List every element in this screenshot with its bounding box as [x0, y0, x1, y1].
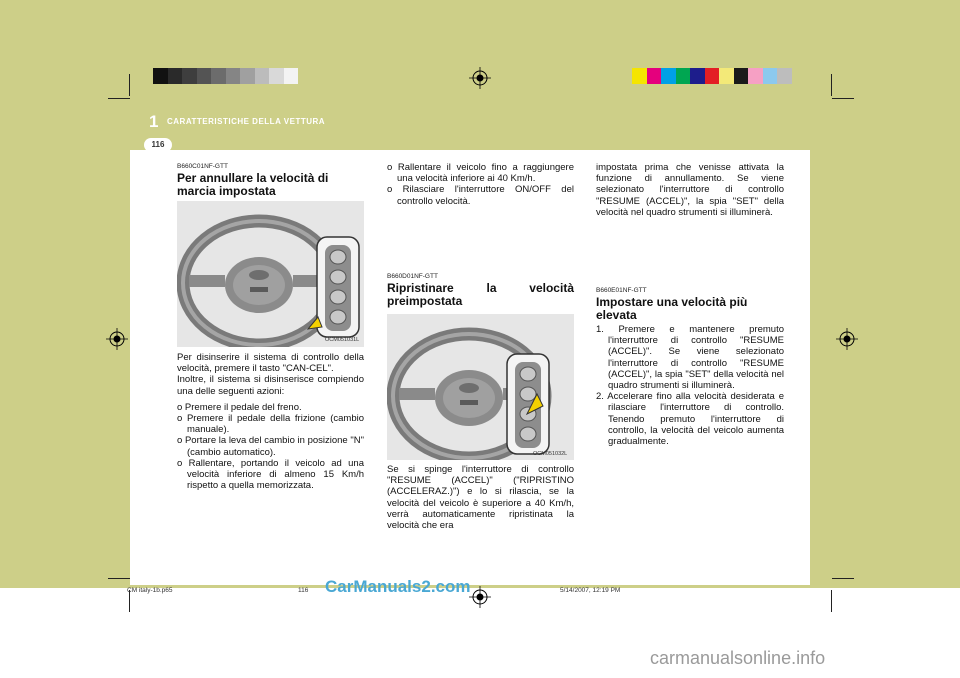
- calibration-swatch: [763, 68, 778, 84]
- crop-mark: [832, 98, 854, 99]
- watermark[interactable]: CarManuals2.com: [325, 577, 471, 596]
- calibration-swatch: [168, 68, 183, 84]
- list-item: 2. Accelerare fino alla velocità desiderata e rilasciare l'interruttore di controllo. Tenendo premuto l'interruttore di controllo, la velocità del veicolo aumenta gradualmente.: [596, 391, 784, 448]
- calibration-swatch: [284, 68, 299, 84]
- calibration-swatch: [240, 68, 255, 84]
- calibration-swatch: [226, 68, 241, 84]
- calibration-swatch: [211, 68, 226, 84]
- crop-mark: [108, 578, 130, 579]
- color-calibration-bar: [632, 68, 792, 84]
- calibration-swatch: [632, 68, 647, 84]
- calibration-swatch: [647, 68, 662, 84]
- calibration-swatch: [676, 68, 691, 84]
- list-item: o Portare la leva del cambio in posizione "N" (cambio automatico).: [177, 435, 364, 458]
- calibration-swatch: [734, 68, 749, 84]
- calibration-swatch: [777, 68, 792, 84]
- list-item: 1. Premere e mantenere premuto l'interruttore di controllo "RESUME (ACCEL)". Se viene selezionato l'interruttore di controllo "RESUME (ACCEL)", la spia "SET" della velocità nel quadro strumenti si illuminerà.: [596, 324, 784, 392]
- steering-wheel-image: [387, 314, 574, 460]
- crop-mark: [129, 74, 130, 96]
- crop-mark: [831, 590, 832, 612]
- calibration-swatch: [705, 68, 720, 84]
- list-item: o Rallentare, portando il veicolo ad una velocità inferiore di almeno 15 Km/h rispetto a quella memorizzata.: [177, 457, 364, 492]
- column-3: [596, 162, 784, 218]
- calibration-swatch: [182, 68, 197, 84]
- calibration-swatch: [269, 68, 284, 84]
- page-number: 116: [144, 138, 172, 152]
- registration-mark-icon: [469, 586, 491, 608]
- column-2-section: [387, 273, 574, 308]
- chapter-number: 1: [149, 112, 159, 131]
- section-title: Per annullare la velocità di marcia impostata: [177, 171, 329, 198]
- crop-mark: [832, 578, 854, 579]
- list-item: o Rallentare il veicolo fino a raggiungere una velocità inferiore ai 40 Km/h.: [387, 162, 574, 185]
- registration-mark-icon: [106, 328, 128, 350]
- column-2: [387, 162, 574, 207]
- calibration-swatch: [748, 68, 763, 84]
- list-item: o Premere il pedale del freno.: [177, 401, 302, 413]
- calibration-swatch: [197, 68, 212, 84]
- chapter-title: CARATTERISTICHE DELLA VETTURA: [167, 117, 326, 126]
- list-item: o Premere il pedale della frizione (cambio manuale).: [177, 413, 364, 436]
- list-item: o Rilasciare l'interruttore ON/OFF del controllo velocità.: [387, 184, 574, 207]
- column-1: [177, 163, 364, 198]
- paragraph: impostata prima che venisse attivata la funzione di annullamento. Se viene selezionato l'interruttore di controllo "RESUME (ACCEL)", la spia "SET" della velocità nel quadro strumenti si illuminerà.: [596, 162, 784, 218]
- registration-mark-icon: [836, 328, 858, 350]
- paragraph: Per disinserire il sistema di controllo della velocità, premere il tasto "CAN-CEL".: [177, 352, 364, 375]
- calibration-swatch: [690, 68, 705, 84]
- paragraph: Se si spinge l'interruttore di controllo "RESUME (ACCEL)" ("RIPRISTINO (ACCELERAZ.)") e lo si rilascia, se la velocità del veicolo è superiore a 40 Km/h, verrà automaticamente ripristinata la velocità che era: [387, 464, 574, 532]
- calibration-swatch: [719, 68, 734, 84]
- calibration-swatch: [153, 68, 168, 84]
- section-code: B660D01NF-GTT: [387, 273, 438, 280]
- footer-page: 116: [298, 587, 309, 594]
- image-code: OCM051032L: [533, 451, 568, 457]
- paragraph: Inoltre, il sistema si disinserisce compiendo una delle seguenti azioni:: [177, 374, 364, 397]
- footer-date: 5/14/2007, 12:19 PM: [560, 587, 621, 594]
- steering-wheel-image: [177, 201, 364, 347]
- column-1-body: [177, 352, 364, 491]
- section-title: Impostare una velocità più elevata: [596, 295, 748, 322]
- section-title: Ripristinare la velocità preimpostata: [387, 281, 574, 308]
- crop-mark: [108, 98, 130, 99]
- calibration-swatch: [661, 68, 676, 84]
- watermark[interactable]: carmanualsonline.info: [650, 648, 826, 668]
- column-2-body: [387, 464, 574, 531]
- section-code: B660E01NF-GTT: [596, 287, 647, 294]
- section-code: B660C01NF-GTT: [177, 163, 228, 170]
- calibration-swatch: [255, 68, 270, 84]
- grayscale-calibration-bar: [153, 68, 298, 84]
- registration-mark-icon: [469, 67, 491, 89]
- column-3-section: [596, 287, 784, 447]
- image-code: OCM051031L: [325, 337, 360, 343]
- crop-mark: [831, 74, 832, 96]
- footer-file: CM italy-1b.p65: [127, 587, 173, 594]
